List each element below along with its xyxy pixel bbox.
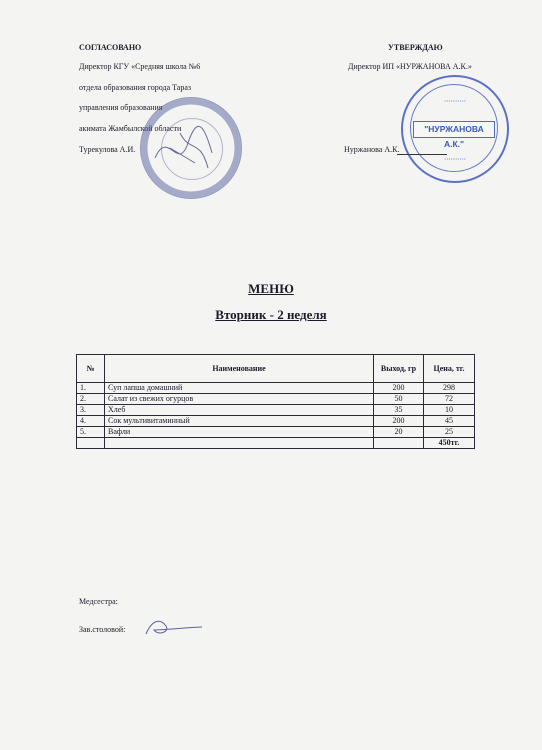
left-line-2: отдела образования города Тараз: [79, 83, 192, 92]
row-out: 20: [374, 427, 424, 438]
total-price: 450тг.: [424, 438, 475, 449]
header-num: №: [77, 355, 105, 383]
row-num: 3.: [77, 405, 105, 416]
canteen-label: Зав.столовой:: [79, 625, 126, 634]
row-num: 4.: [77, 416, 105, 427]
row-out: 200: [374, 416, 424, 427]
row-num: 1.: [77, 383, 105, 394]
page-subtitle: Вторник - 2 неделя: [215, 307, 327, 322]
right-round-stamp: • • • • • • • • • • "НУРЖАНОВА А.К." • • • • • • • • • •: [401, 75, 509, 183]
row-price: 298: [424, 383, 475, 394]
header-out: Выход, гр: [374, 355, 424, 383]
row-out: 35: [374, 405, 424, 416]
stamp-name-text: "НУРЖАНОВА А.К.": [413, 121, 495, 138]
total-empty-out: [374, 438, 424, 449]
row-price: 10: [424, 405, 475, 416]
table-row: [77, 416, 475, 427]
row-price: 45: [424, 416, 475, 427]
table-row: [77, 427, 475, 438]
total-empty-num: [77, 438, 105, 449]
header-name: Наименование: [105, 355, 374, 383]
table-row: [77, 394, 475, 405]
canteen-signature: [140, 616, 210, 640]
row-name: Сок мультивитаминный: [105, 416, 374, 427]
approved-heading: СОГЛАСОВАНО: [79, 43, 142, 52]
right-line-1: Директор ИП «НУРЖАНОВА А.К.»: [348, 62, 472, 71]
menu-table: [76, 354, 475, 449]
left-line-1: Директор КГУ «Средняя школа №6: [79, 62, 201, 71]
row-name: Хлеб: [105, 405, 374, 416]
total-empty-name: [105, 438, 374, 449]
row-price: 72: [424, 394, 475, 405]
row-out: 200: [374, 383, 424, 394]
left-line-4: акимата Жамбылской области: [79, 124, 182, 133]
row-name: Суп лапша домашний: [105, 383, 374, 394]
row-num: 5.: [77, 427, 105, 438]
page-title: МЕНЮ: [248, 281, 294, 296]
row-price: 25: [424, 427, 475, 438]
table-total-row: [77, 438, 475, 449]
left-signature: [150, 118, 220, 178]
row-name: Вафли: [105, 427, 374, 438]
row-out: 50: [374, 394, 424, 405]
right-signer: Нуржанова А.К.: [344, 145, 400, 154]
approve-heading: УТВЕРЖДАЮ: [388, 43, 443, 52]
table-row: [77, 383, 475, 394]
table-header-row: [77, 355, 475, 383]
left-signer: Турекулова А.И.: [79, 145, 136, 154]
header-price: Цена, тг.: [424, 355, 475, 383]
row-name: Салат из свежих огурцов: [105, 394, 374, 405]
row-num: 2.: [77, 394, 105, 405]
table-row: [77, 405, 475, 416]
nurse-label: Медсестра:: [79, 597, 118, 606]
left-line-3: управления образования: [79, 103, 163, 112]
